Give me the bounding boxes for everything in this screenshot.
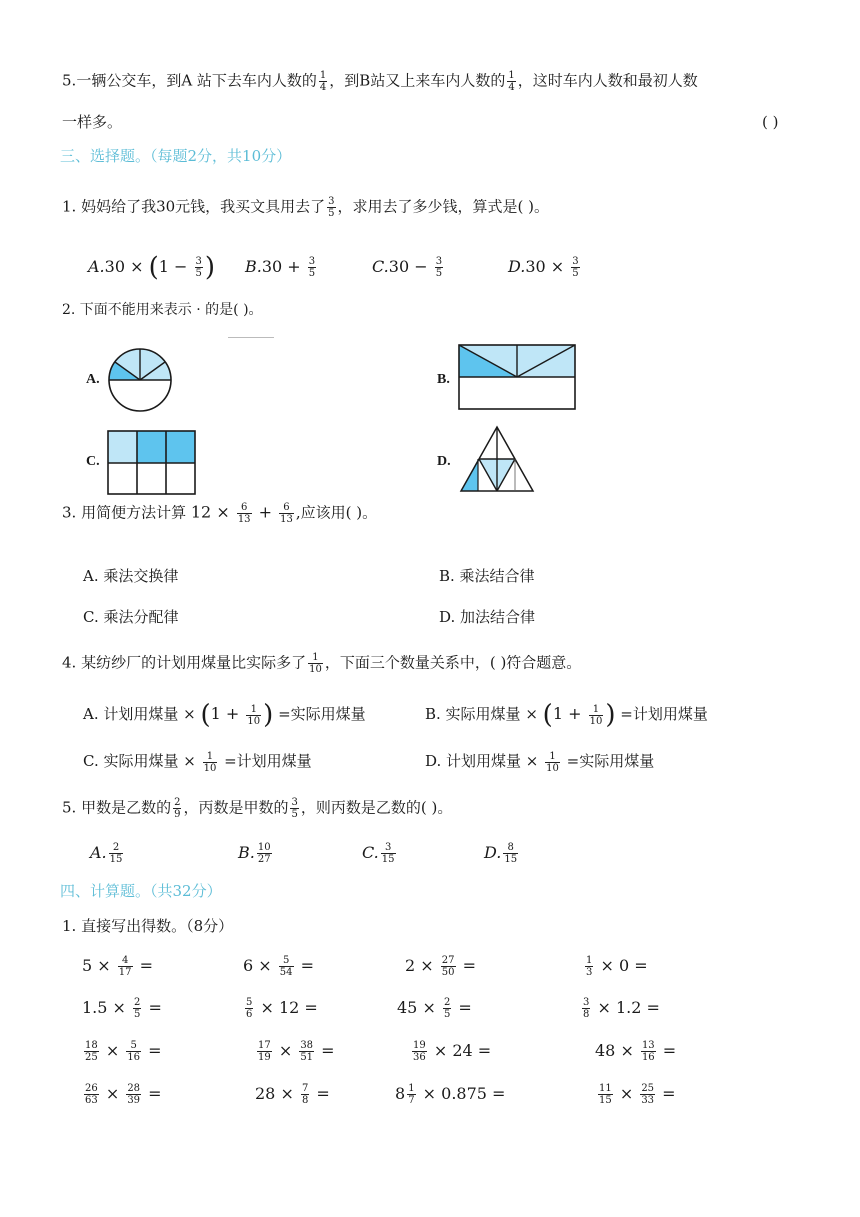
fraction: $\frac{26}{63}$ bbox=[85, 1083, 98, 1106]
fraction: $\frac{13}{16}$ bbox=[641, 1040, 655, 1063]
fraction: $\frac{17}{19}$ bbox=[258, 1040, 271, 1063]
fraction: $\frac{1}{3}$ bbox=[586, 955, 593, 978]
choice-question-3: 3. 用简便方法计算 12 × $\frac{6}{13}$ + $\frac{6}{13}$ ,应该用( )。 bbox=[62, 502, 378, 525]
question-number: 5. bbox=[62, 71, 77, 90]
choice-question-5: 5. 甲数是乙数的 $\frac{2}{9}$ ，丙数是甲数的 $\frac{3}{5}$ ，则丙数是乙数的( )。 bbox=[62, 797, 453, 820]
fraction: $\frac{7}{8}$ bbox=[301, 1083, 309, 1106]
fraction: $\frac{3}{8}$ bbox=[583, 997, 590, 1020]
calc-problem[interactable]: $\frac{3}{8}$ × 1.2 = bbox=[583, 997, 660, 1020]
q1-option-a[interactable]: A.30 × (1 − $\frac{3}{5}$ ) bbox=[88, 252, 216, 283]
calc-problem[interactable]: $\frac{26}{63}$ × $\frac{28}{39}$ = bbox=[85, 1083, 162, 1106]
fraction: $\frac{2}{5}$ bbox=[443, 997, 451, 1020]
calc-problem[interactable]: $\frac{5}{6}$ × 12 = bbox=[246, 997, 318, 1020]
calc-problem[interactable]: 45 × $\frac{2}{5}$ = bbox=[397, 997, 472, 1020]
fraction: $\frac{5}{6}$ bbox=[246, 997, 253, 1020]
figure-b-rectangle[interactable] bbox=[458, 344, 576, 410]
fraction: $\frac{18}{25}$ bbox=[85, 1040, 98, 1063]
figure-c-grid[interactable] bbox=[107, 430, 197, 496]
figure-label-b: B. bbox=[437, 372, 450, 387]
calc-problem[interactable]: 28 × $\frac{7}{8}$ = bbox=[255, 1083, 330, 1106]
calc-problem[interactable]: 5 × $\frac{4}{17}$ = bbox=[82, 955, 153, 978]
calc-problem[interactable]: 1.5 × $\frac{2}{5}$ = bbox=[82, 997, 162, 1020]
fraction: $\frac{1}{7}$ bbox=[408, 1083, 415, 1106]
q1-option-d[interactable]: D.30 × $\frac{3}{5}$ bbox=[508, 256, 579, 279]
q3-option-b[interactable]: B. 乘法结合律 bbox=[439, 567, 535, 585]
fraction: $\frac{4}{17}$ bbox=[118, 955, 132, 978]
q5-option-a[interactable]: A. $\frac{2}{15}$ bbox=[90, 842, 123, 865]
q4-option-b[interactable]: B. 实际用煤量 × (1 + $\frac{1}{10}$ ) =计划用煤量 bbox=[425, 700, 708, 730]
fraction: $\frac{27}{50}$ bbox=[441, 955, 455, 978]
calc-problem[interactable]: 48 × $\frac{13}{16}$ = bbox=[595, 1040, 677, 1063]
calc-problem[interactable]: 6 × $\frac{5}{54}$ = bbox=[243, 955, 314, 978]
choice-question-4: 4. 某纺纱厂的计划用煤量比实际多了 $\frac{1}{10}$ ，下面三个数量关系中，( )符合题意。 bbox=[62, 652, 582, 675]
calc-problem[interactable]: $\frac{17}{19}$ × $\frac{38}{51}$ = bbox=[258, 1040, 335, 1063]
fraction: $\frac{5}{54}$ bbox=[279, 955, 293, 978]
choice-question-2: 2. 下面不能用来表示 · 的是( )。 bbox=[62, 302, 263, 318]
figure-label-a: A. bbox=[86, 372, 100, 387]
fraction: $\frac{5}{16}$ bbox=[127, 1040, 141, 1063]
q1-option-b[interactable]: B.30 + $\frac{3}{5}$ bbox=[245, 256, 316, 279]
judge-question-5-line2: 一样多。 bbox=[62, 113, 123, 131]
fraction: $\frac{19}{36}$ bbox=[413, 1040, 426, 1063]
calc-problem[interactable]: 8 $\frac{1}{7}$ × 0.875 = bbox=[395, 1083, 506, 1106]
fraction: $\frac{25}{33}$ bbox=[641, 1083, 655, 1106]
fraction: $\frac{1}{4}$ bbox=[319, 70, 327, 93]
section-header-choice: 三、选择题。（每题2分，共10分） bbox=[60, 147, 292, 165]
figure-label-c: C. bbox=[86, 454, 100, 469]
q5-option-b[interactable]: B. $\frac{10}{27}$ bbox=[238, 842, 271, 865]
fraction: $\frac{1}{4}$ bbox=[508, 70, 515, 93]
q3-option-a[interactable]: A. 乘法交换律 bbox=[83, 567, 179, 585]
q4-option-c[interactable]: C. 实际用煤量 × $\frac{1}{10}$ =计划用煤量 bbox=[83, 750, 312, 774]
judge-question-5: 5.一辆公交车，到A 站下去车内人数的 $\frac{1}{4}$ ，到B站又上来车内人数的 $\frac{1}{4}$ ，这时车内人数和最初人数 bbox=[62, 70, 698, 93]
choice-question-1: 1. 妈妈给了我30元钱，我买文具用去了 $\frac{3}{5}$ ，求用去了多少钱，算式是( )。 bbox=[62, 196, 550, 219]
figure-label-d: D. bbox=[437, 454, 451, 469]
answer-blank[interactable]: ( ) bbox=[762, 113, 779, 131]
fraction: $\frac{3}{5}$ bbox=[328, 196, 335, 219]
fraction: $\frac{28}{39}$ bbox=[127, 1083, 141, 1106]
faded-line bbox=[228, 337, 274, 338]
calc-problem[interactable]: $\frac{1}{3}$ × 0 = bbox=[586, 955, 648, 978]
section-header-calc: 四、计算题。（共32分） bbox=[60, 882, 222, 900]
calc-problem[interactable]: $\frac{19}{36}$ × 24 = bbox=[413, 1040, 492, 1063]
fraction: $\frac{2}{5}$ bbox=[134, 997, 141, 1020]
q5-option-c[interactable]: C. $\frac{3}{15}$ bbox=[362, 842, 395, 865]
figure-a-circle[interactable] bbox=[107, 347, 173, 413]
calc-problem[interactable]: 2 × $\frac{27}{50}$ = bbox=[405, 955, 476, 978]
q4-option-d[interactable]: D. 计划用煤量 × $\frac{1}{10}$ =实际用煤量 bbox=[425, 750, 655, 774]
q3-option-c[interactable]: C. 乘法分配律 bbox=[83, 608, 179, 626]
calc-problem[interactable]: $\frac{11}{15}$ × $\frac{25}{33}$ = bbox=[599, 1083, 676, 1106]
q1-option-c[interactable]: C.30 − $\frac{3}{5}$ bbox=[372, 256, 443, 279]
q5-option-d[interactable]: D. $\frac{8}{15}$ bbox=[484, 842, 518, 865]
q3-option-d[interactable]: D. 加法结合律 bbox=[439, 608, 536, 626]
q4-option-a[interactable]: A. 计划用煤量 × (1 + $\frac{1}{10}$ ) =实际用煤量 bbox=[83, 700, 366, 730]
fraction: $\frac{38}{51}$ bbox=[300, 1040, 314, 1063]
calc-question-1: 1. 直接写出得数。（8分） bbox=[62, 917, 234, 935]
calc-problem[interactable]: $\frac{18}{25}$ × $\frac{5}{16}$ = bbox=[85, 1040, 162, 1063]
fraction: $\frac{11}{15}$ bbox=[599, 1083, 612, 1106]
figure-d-triangle[interactable] bbox=[459, 425, 535, 495]
